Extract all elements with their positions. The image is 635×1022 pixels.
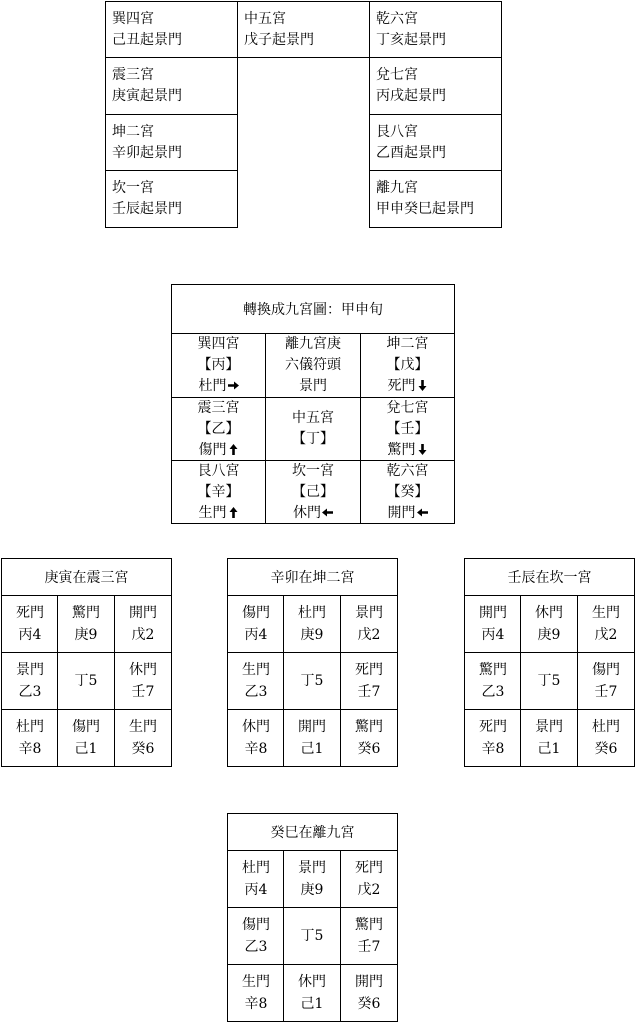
center-stem: 丁5 [74,673,98,689]
door-label: 驚門 [72,605,100,621]
nine-palace-cell-dui-qi [360,397,455,461]
door-label: 景門 [298,860,326,876]
stem-number: 庚9 [300,882,324,898]
stem-number: 辛8 [244,741,268,757]
palace-start: 丙戌起景門 [376,88,446,104]
door-grid-cell [520,709,578,767]
nine-palace-cell-zhen-san [171,397,266,461]
door-grid-cell [283,595,341,653]
stem-number: 己1 [74,741,98,757]
palace-label: 乾六宮 [386,462,429,479]
palace-start: 壬辰起景門 [112,201,182,217]
stem-number: 丙4 [244,627,268,643]
door-grid-cell [227,850,285,908]
door-label: 開門 [479,605,507,621]
door-grid-cell [283,964,341,1022]
door-grid-cell [577,709,635,767]
door-label: 死門 [16,605,44,621]
stem-label: 六儀符頭 [285,357,341,373]
cell-zhen-san [105,57,238,115]
door-grid-cell [1,595,59,653]
stem-number: 己1 [300,996,324,1012]
stem-number: 壬7 [357,684,381,700]
cell-kun-er [105,114,238,171]
door-grid-cell [340,652,398,710]
door-grid-cell [114,595,172,653]
palace-start: 辛卯起景門 [112,145,182,161]
door-label: 開門 [388,503,428,524]
door-grid-cell [520,652,578,710]
palace-name: 艮八宮 [376,124,418,140]
door-label: 杜門 [592,719,620,735]
palace-label: 中五宮 [292,410,334,426]
stem-number: 丙4 [244,882,268,898]
stem-number: 壬7 [131,684,155,700]
nine-palace-cell-xun-si [171,333,266,398]
cell-qian-liu [369,1,502,58]
nine-palace-cell-zhong-wu [265,397,361,461]
palace-label: 離九宮庚 [285,336,341,352]
stem-label: 【丙】 [197,357,240,373]
door-label: 休門 [535,605,563,621]
stem-label: 【丁】 [292,431,334,447]
door-grid-cell [464,709,522,767]
stem-label: 【壬】 [386,420,429,437]
door-grid-cell [283,850,341,908]
door-label: 傷門 [72,719,100,735]
door-label: 死門 [388,376,428,397]
cell-dui-qi [369,57,502,115]
door-label: 傷門 [592,662,620,678]
palace-start: 甲申癸巳起景門 [376,201,474,217]
arrow-up-icon [228,507,239,518]
door-label: 開門 [129,605,157,621]
palace-name: 中五宮 [244,11,286,27]
door-label: 傷門 [242,605,270,621]
door-label: 死門 [479,719,507,735]
door-grid-cell [114,709,172,767]
door-label: 生門 [129,719,157,735]
palace-name: 兌七宮 [376,67,418,83]
door-grid-cell [1,709,59,767]
door-label: 生門 [242,662,270,678]
door-label: 景門 [535,719,563,735]
stem-number: 癸6 [594,741,618,757]
palace-label: 艮八宮 [197,462,240,479]
door-grid-cell [227,709,285,767]
door-label: 驚門 [355,719,383,735]
cell-li-jiu [369,170,502,228]
stem-number: 乙3 [18,684,42,700]
door-grid-cell [227,595,285,653]
door-grid-cell [464,652,522,710]
palace-name: 坎一宮 [112,180,154,196]
palace-label: 震三宮 [197,399,240,416]
door-label: 休門 [298,974,326,990]
door-grid-cell [227,652,285,710]
door-grid-cell [340,907,398,965]
door-grid-cell [340,964,398,1022]
palace-label: 坎一宮 [292,462,334,479]
arrow-left-icon [322,507,333,518]
stem-number: 癸6 [357,996,381,1012]
center-stem: 丁5 [300,928,324,944]
door-label: 杜門 [242,860,270,876]
door-grid-cell [340,595,398,653]
nine-palace-title: 轉換成九宮圖：甲申旬 [171,284,455,334]
center-stem: 丁5 [537,673,561,689]
palace-start: 乙酉起景門 [376,145,446,161]
nine-palace-cell-li-jiu [265,333,361,398]
stem-label: 【辛】 [197,483,240,500]
door-label: 傷門 [199,440,239,461]
door-label: 驚門 [479,662,507,678]
stem-label: 【戊】 [386,357,429,373]
stem-number: 庚9 [537,627,561,643]
door-label: 生門 [592,605,620,621]
door-grid-cell [1,652,59,710]
stem-number: 戊2 [594,627,618,643]
door-grid-cell [57,652,115,710]
stem-label: 【己】 [292,483,334,500]
stem-number: 癸6 [131,741,155,757]
stem-number: 辛8 [481,741,505,757]
stem-label: 【乙】 [197,420,240,437]
door-grid-cell [227,964,285,1022]
palace-start: 庚寅起景門 [112,88,182,104]
stem-number: 壬7 [594,684,618,700]
door-label: 傷門 [242,917,270,933]
door-label: 休門 [293,503,333,524]
arrow-down-icon [417,444,428,455]
stem-number: 己1 [300,741,324,757]
door-label: 死門 [355,860,383,876]
door-grid-cell [57,595,115,653]
stem-number: 辛8 [18,741,42,757]
palace-label: 巽四宮 [197,336,240,352]
stem-number: 乙3 [481,684,505,700]
stem-number: 庚9 [300,627,324,643]
cell-gen-ba [369,114,502,171]
arrow-down-icon [417,380,428,391]
grid-title: 壬辰在坎一宮 [464,558,635,596]
door-label: 生門 [199,503,239,524]
stem-number: 戊2 [131,627,155,643]
palace-name: 震三宮 [112,67,154,83]
grid-title: 庚寅在震三宮 [1,558,172,596]
door-grid-cell [520,595,578,653]
door-grid-cell [227,907,285,965]
door-label: 死門 [355,662,383,678]
cell-xun-si [105,1,238,58]
door-grid-cell [464,595,522,653]
door-label: 景門 [355,605,383,621]
door-label: 景門 [16,662,44,678]
door-label: 開門 [298,719,326,735]
stem-number: 庚9 [74,627,98,643]
door-label: 休門 [242,719,270,735]
door-label: 杜門 [16,719,44,735]
palace-start: 戊子起景門 [244,32,314,48]
door-grid-cell [283,709,341,767]
cell-kan-yi [105,170,238,228]
center-stem: 丁5 [300,673,324,689]
door-grid-cell [283,907,341,965]
nine-palace-cell-qian-liu [360,460,455,524]
door-label: 杜門 [298,605,326,621]
stem-label: 【癸】 [386,483,429,500]
stem-number: 戊2 [357,882,381,898]
stem-number: 癸6 [357,741,381,757]
stem-number: 己1 [537,741,561,757]
palace-label: 兌七宮 [386,399,429,416]
stem-number: 丙4 [481,627,505,643]
door-label: 生門 [242,974,270,990]
arrow-up-icon [228,444,239,455]
door-grid-cell [114,652,172,710]
palace-name: 乾六宮 [376,11,418,27]
palace-name: 坤二宮 [112,124,154,140]
stem-number: 辛8 [244,996,268,1012]
stem-number: 乙3 [244,684,268,700]
door-grid-cell [577,652,635,710]
stem-number: 壬7 [357,939,381,955]
arrow-right-icon [228,380,239,391]
palace-name: 巽四宮 [112,11,154,27]
nine-palace-cell-kan-yi [265,460,361,524]
palace-start: 丁亥起景門 [376,32,446,48]
door-label: 杜門 [199,376,239,397]
door-label: 景門 [299,378,327,394]
door-grid-cell [340,709,398,767]
palace-start: 己丑起景門 [112,32,182,48]
door-label: 驚門 [388,440,428,461]
arrow-left-icon [417,507,428,518]
door-label: 開門 [355,974,383,990]
grid-title: 癸巳在離九宮 [227,813,398,851]
stem-number: 乙3 [244,939,268,955]
palace-label: 坤二宮 [386,336,429,352]
door-grid-cell [577,595,635,653]
door-label: 休門 [129,662,157,678]
nine-palace-cell-kun-er [360,333,455,398]
cell-zhong-wu [237,1,370,58]
door-grid-cell [340,850,398,908]
nine-palace-cell-gen-ba [171,460,266,524]
palace-name: 離九宮 [376,180,418,196]
door-label: 驚門 [355,917,383,933]
door-grid-cell [283,652,341,710]
grid-title: 辛卯在坤二宮 [227,558,398,596]
stem-number: 戊2 [357,627,381,643]
stem-number: 丙4 [18,627,42,643]
door-grid-cell [57,709,115,767]
